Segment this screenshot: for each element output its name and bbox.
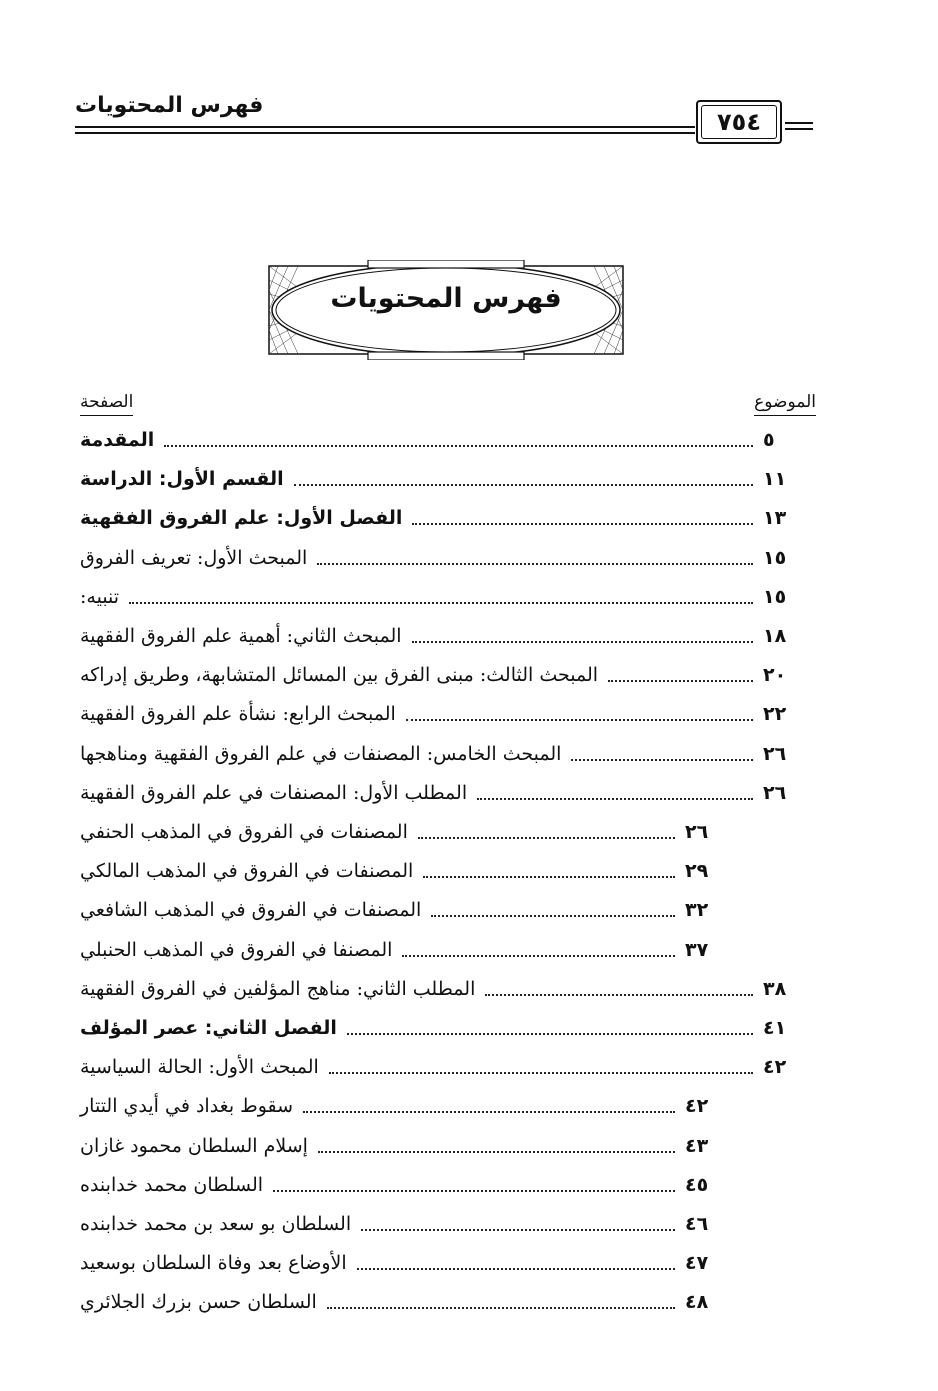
running-title: فهرس المحتويات [75, 93, 264, 118]
toc-entry [80, 539, 818, 577]
toc-entry-title: تنبيه: [80, 585, 120, 608]
toc-entry-page: ١٥ [763, 546, 787, 569]
toc-entry-title: المطلب الأول: المصنفات في علم الفروق الفقهية [80, 781, 468, 804]
toc-entry [80, 578, 818, 616]
dot-leader [129, 590, 753, 604]
dot-leader [317, 551, 753, 565]
toc-entry-title: الفصل الثاني: عصر المؤلف [80, 1017, 337, 1039]
toc-entry-title: المصنفات في الفروق في المذهب الشافعي [80, 899, 422, 922]
toc-entry-page: ٤١ [763, 1017, 787, 1039]
toc-entry [80, 499, 818, 537]
dot-leader [412, 511, 753, 525]
toc-entry-page: ٤٧ [685, 1252, 709, 1275]
dot-leader [608, 668, 753, 682]
dot-leader [571, 747, 753, 761]
toc-entry [80, 774, 818, 812]
dot-leader [329, 1060, 753, 1074]
toc-entry [80, 931, 740, 969]
toc-entry-title: الفصل الأول: علم الفروق الفقهية [80, 507, 403, 530]
toc-entry-page: ٤٨ [685, 1291, 709, 1314]
dot-leader [357, 1256, 675, 1270]
toc-entry-page: ٣٢ [685, 899, 709, 922]
toc-entry-page: ٤٢ [763, 1056, 787, 1079]
dot-leader [477, 786, 753, 800]
toc-entry-title: المبحث الأول: تعريف الفروق [80, 546, 308, 569]
toc-entry-page: ٢٦ [763, 742, 787, 765]
toc-entry-title: المبحث الرابع: نشأة علم الفروق الفقهية [80, 703, 396, 726]
toc-entry [80, 695, 818, 733]
dot-leader [431, 903, 675, 917]
toc-entry-title: المبحث الثاني: أهمية علم الفروق الفقهية [80, 625, 402, 647]
toc-entry [80, 813, 740, 851]
toc-entry-page: ٢٦ [763, 781, 787, 804]
toc-entry-title: إسلام السلطان محمود غازان [80, 1134, 308, 1157]
toc-entry-title: الأوضاع بعد وفاة السلطان بوسعيد [80, 1252, 347, 1275]
toc-entry [80, 1166, 740, 1204]
toc-entry-page: ١١ [763, 468, 787, 491]
page-number: ٧٥٤ [717, 108, 761, 136]
toc-entry-title: المصنفات في الفروق في المذهب المالكي [80, 860, 414, 883]
toc-entry [80, 735, 818, 773]
dot-leader [485, 982, 753, 996]
toc-entry-page: ٢٦ [685, 821, 709, 843]
toc-entry-title: المقدمة [80, 429, 155, 451]
dot-leader [303, 1099, 675, 1113]
dot-leader [347, 1021, 753, 1035]
header-rule [75, 132, 695, 134]
toc-entry-title: القسم الأول: الدراسة [80, 468, 284, 491]
toc-entry-page: ٤٥ [685, 1173, 709, 1196]
toc-entry [80, 1127, 740, 1165]
toc-entry-page: ١٣ [763, 507, 787, 530]
toc-entry-title: المصنفات في الفروق في المذهب الحنفي [80, 821, 408, 843]
dot-leader [327, 1295, 675, 1309]
toc-entry [80, 421, 818, 459]
toc-entry [80, 460, 818, 498]
toc-entry [80, 852, 740, 890]
dot-leader [361, 1217, 675, 1231]
toc-entry-page: ٥ [763, 429, 775, 451]
toc-entry [80, 1205, 740, 1243]
toc-entry-title: المبحث الثالث: مبنى الفرق بين المسائل المتشابهة، وطريق إدراكه [80, 664, 599, 687]
toc-entry-page: ١٨ [763, 625, 787, 647]
header-rule [75, 126, 695, 128]
page-column-heading: الصفحة [80, 392, 133, 416]
toc-entry [80, 617, 818, 655]
dot-leader [423, 864, 675, 878]
dot-leader [418, 825, 675, 839]
page-number-badge [696, 100, 782, 144]
dot-leader [164, 433, 753, 447]
dot-leader [402, 943, 675, 957]
toc-entry-page: ٤٦ [685, 1213, 709, 1235]
toc-entry [80, 891, 740, 929]
toc-entry-title: السلطان محمد خدابنده [80, 1173, 264, 1196]
toc-entry-page: ٢٢ [763, 703, 787, 726]
dot-leader [412, 629, 753, 643]
topic-column-heading: الموضوع [754, 392, 816, 416]
toc-entry-title: المبحث الخامس: المصنفات في علم الفروق الفقهية ومناهجها [80, 742, 562, 765]
toc-entry [80, 970, 818, 1008]
toc-entry-title: السلطان بو سعد بن محمد خدابنده [80, 1213, 352, 1235]
toc-entry-title: السلطان حسن بزرك الجلائري [80, 1291, 317, 1314]
toc-entry-page: ١٥ [763, 585, 787, 608]
dot-leader [273, 1178, 675, 1192]
document-title: فهرس المحتويات [330, 283, 562, 314]
toc-entry-page: ٤٢ [685, 1095, 709, 1118]
header-rule-right [785, 128, 813, 130]
toc-entry-title: المبحث الأول: الحالة السياسية [80, 1056, 319, 1079]
toc-entry-page: ٤٣ [685, 1134, 709, 1157]
toc-entry [80, 1009, 818, 1047]
toc-entry [80, 1244, 740, 1282]
header-rule-right [785, 122, 813, 124]
toc-entry-page: ٢٩ [685, 860, 709, 883]
toc-entry-title: المطلب الثاني: مناهج المؤلفين في الفروق الفقهية [80, 977, 476, 1000]
toc-entry-page: ٣٨ [763, 977, 787, 1000]
toc-entry [80, 1048, 818, 1086]
dot-leader [294, 472, 753, 486]
dot-leader [406, 707, 753, 721]
toc-entry [80, 656, 818, 694]
toc-entry-page: ٢٠ [763, 664, 787, 687]
toc-entry-page: ٣٧ [685, 938, 709, 961]
toc-entry [80, 1087, 740, 1125]
toc-entry-title: سقوط بغداد في أيدي التتار [80, 1095, 294, 1118]
dot-leader [318, 1139, 675, 1153]
toc-entry-title: المصنفا في الفروق في المذهب الحنبلي [80, 938, 393, 961]
toc-entry [80, 1283, 740, 1321]
